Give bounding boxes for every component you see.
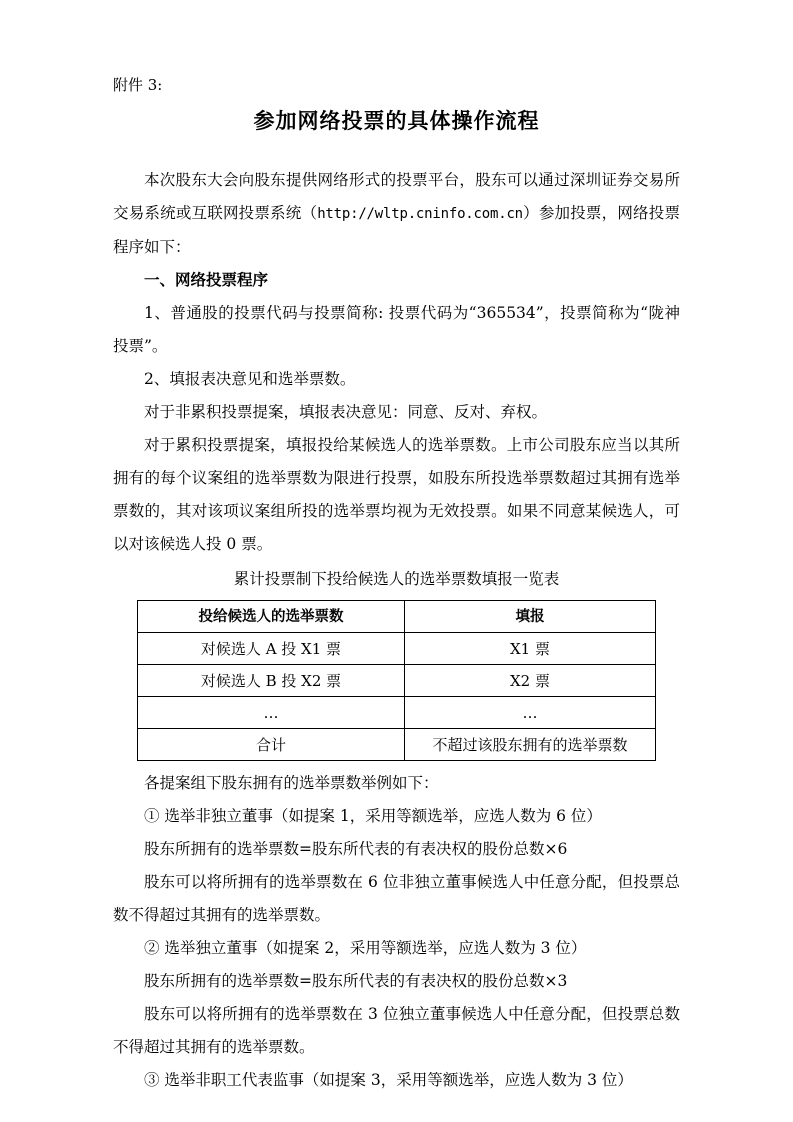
paragraph-item-2-formula: 股东所拥有的选举票数=股东所代表的有表决权的股份总数×3 — [144, 972, 568, 990]
paragraph-cumulative: 对于累积投票提案，填报投给某候选人的选举票数。上市公司股东应当以其所拥有的每个议案组的选举票数为限进行投票，如股东所投选举票数超过其拥有选举票数的，其对该项议案组所投的选举票均视为无效投票。如果不同意某候选人，可以对该候选人投 0 票。 — [113, 436, 680, 553]
intro-text-part3: ）参加投票，网络 — [522, 204, 649, 222]
paragraph-fill-opinion: 2、填报表决意见和选举票数。 — [144, 370, 356, 388]
paragraph-item-1-note: 股东可以将所拥有的选举票数在 6 位非独立董事候选人中任意分配，但投票总数不得超过其拥有的选举票数。 — [113, 873, 680, 924]
table-row — [138, 665, 656, 697]
section-heading-network-voting: 一、网络投票程序 — [144, 271, 269, 289]
table-cell-ellipsis-left: … — [138, 697, 405, 729]
table-row — [138, 633, 656, 665]
intro-text-part1: 本次股东大会向股东提供网络形式的投票平台，股东可以通过深圳证券交易 — [144, 171, 665, 189]
table-header-cell-entry: 填报 — [405, 601, 656, 633]
paragraph-item-2-note: 股东可以将所拥有的选举票数在 3 位独立董事候选人中任意分配，但投票总数不得超过其拥有的选举票数。 — [113, 1005, 680, 1056]
table-row — [138, 729, 656, 761]
attachment-label: 附件 3: — [113, 76, 163, 94]
paragraph-item-2: ② 选举独立董事（如提案 2，采用等额选举，应选人数为 3 位） — [144, 939, 587, 957]
intro-text-part4: 投票程序如下： — [113, 204, 680, 256]
table-row — [138, 697, 656, 729]
paragraph-item-1: ① 选举非独立董事（如提案 1，采用等额选举，应选人数为 6 位） — [144, 807, 602, 825]
paragraph-voting-code: 1、普通股的投票代码与投票简称: 投票代码为“365534”，投票简称为“陇神投票”。 — [113, 304, 680, 355]
table-cell-total-label: 合计 — [138, 729, 405, 761]
table-cell-entry-b: X2 票 — [405, 665, 656, 697]
table-cell-candidate-b: 对候选人 B 投 X2 票 — [138, 665, 405, 697]
table-caption: 累计投票制下投给候选人的选举票数填报一览表 — [233, 570, 560, 588]
intro-paragraph — [113, 164, 680, 264]
paragraph-item-1-formula: 股东所拥有的选举票数=股东所代表的有表决权的股份总数×6 — [144, 840, 568, 858]
table-cell-total-value: 不超过该股东拥有的选举票数 — [405, 729, 656, 761]
intro-text-part2: 所交易系统或互联网投票系统（ — [113, 171, 680, 222]
paragraph-non-cumulative: 对于非累积投票提案，填报表决意见：同意、反对、弃权。 — [144, 403, 548, 421]
table-cell-ellipsis-right: … — [405, 697, 656, 729]
table-header-row — [138, 601, 656, 633]
cumulative-voting-table — [137, 600, 656, 761]
voting-system-url: http://wltp.cninfo.com.cn — [317, 206, 523, 222]
table-header-cell-votes: 投给候选人的选举票数 — [138, 601, 405, 633]
paragraph-item-3: ③ 选举非职工代表监事（如提案 3，采用等额选举，应选人数为 3 位） — [144, 1071, 633, 1089]
table-cell-entry-a: X1 票 — [405, 633, 656, 665]
page-title: 参加网络投票的具体操作流程 — [253, 109, 540, 133]
table-cell-candidate-a: 对候选人 A 投 X1 票 — [138, 633, 405, 665]
paragraph-examples-intro: 各提案组下股东拥有的选举票数举例如下： — [144, 774, 439, 792]
